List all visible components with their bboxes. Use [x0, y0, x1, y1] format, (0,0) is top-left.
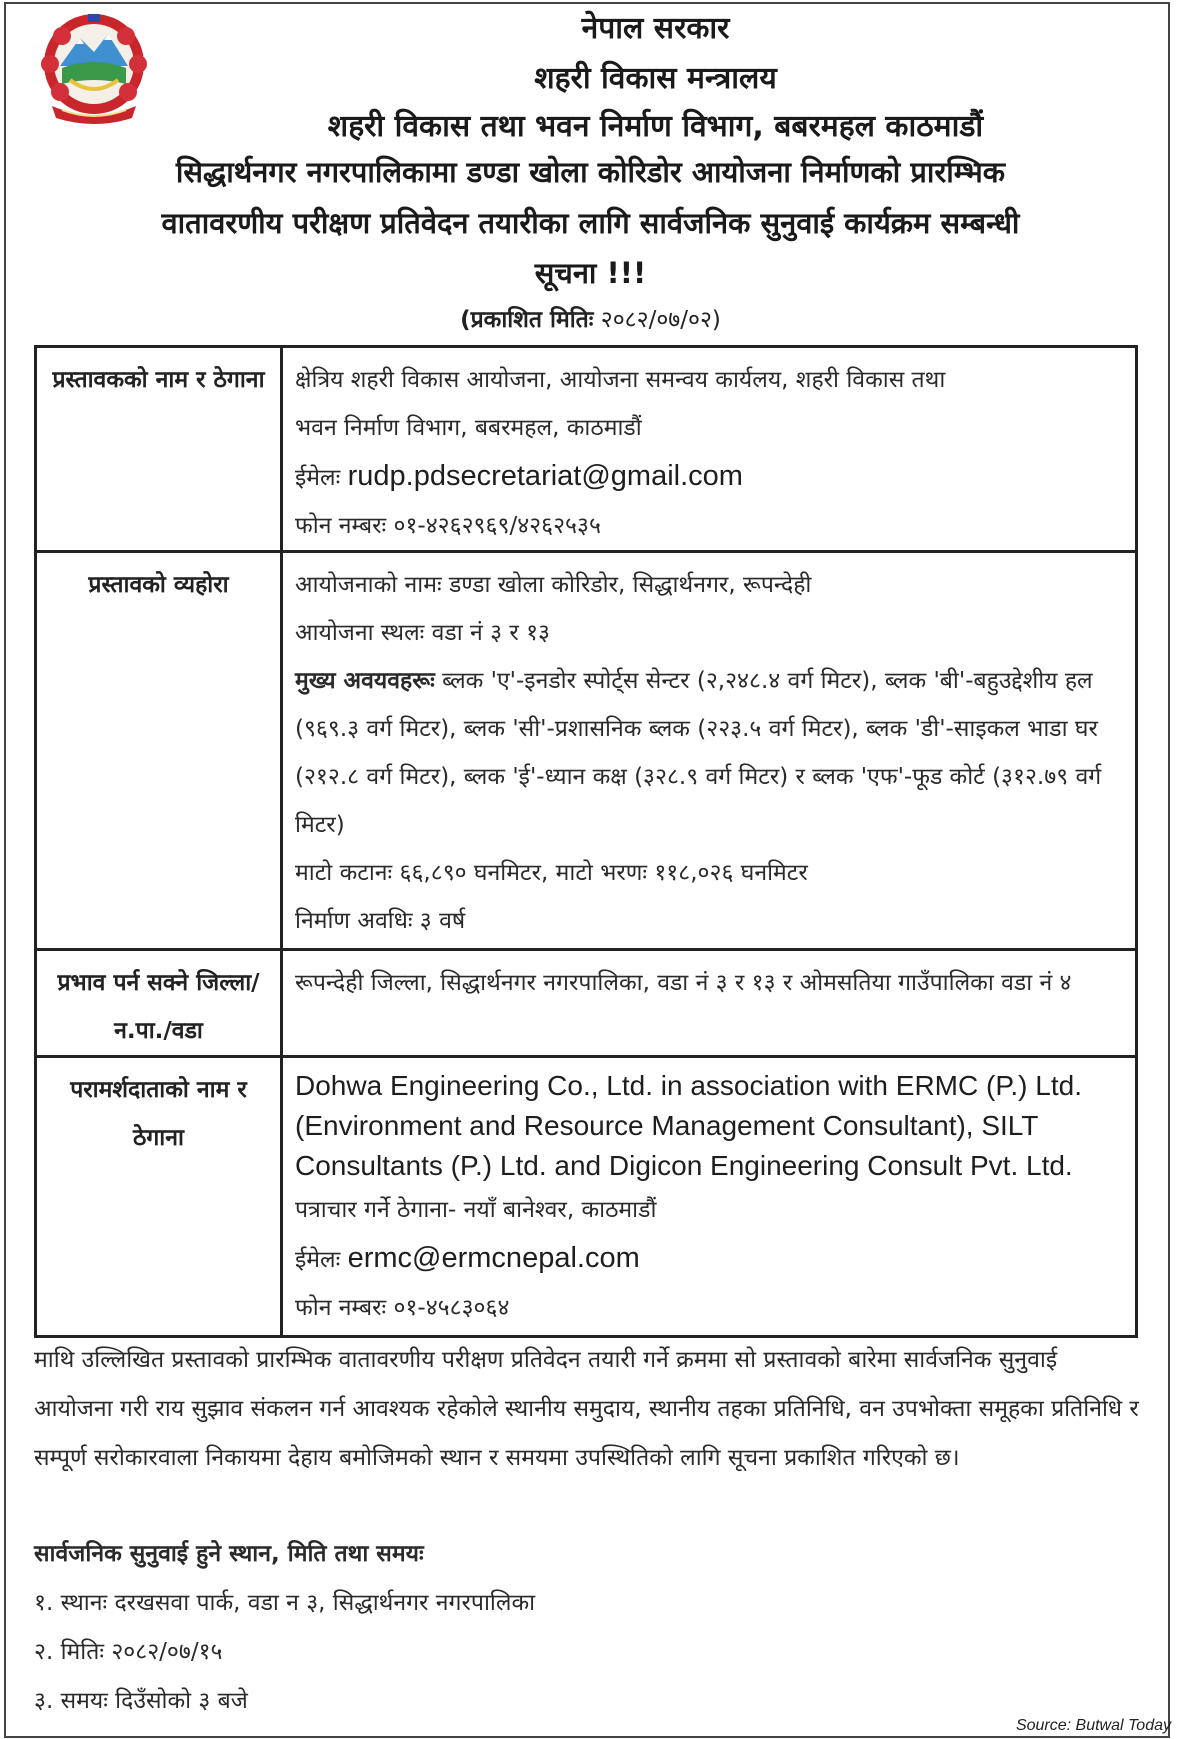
project-components — [295, 657, 1123, 849]
proponent-line1: क्षेत्रिय शहरी विकास आयोजना, आयोजना समन्वय कार्यलय, शहरी विकास तथा — [295, 367, 946, 393]
affected-text: रूपन्देही जिल्ला, सिद्धार्थनगर नगरपालिका, वडा नं ३ र १३ र ओमसतिया गाउँपालिका वडा नं ४ — [295, 970, 1072, 996]
proponent-phone: फोन नम्बरः ०१-४२६२९६९/४२६२५३५ — [295, 513, 601, 539]
proponent-email: rudp.pdsecretariat@gmail.com — [347, 460, 743, 492]
hearing-place: १. स्थानः दरखसवा पार्क, वडा न ३, सिद्धार्थनगर नगरपालिका — [34, 1590, 536, 1616]
hearing-title: सार्वजनिक सुनुवाई हुने स्थान, मिति तथा समयः — [34, 1541, 424, 1567]
proponent-email-label: ईमेलः — [295, 465, 341, 491]
hearing-time: ३. समयः दिउँसोको ३ बजे — [34, 1688, 248, 1714]
proponent-line2: भवन निर्माण विभाग, बबरमहल, काठमाडौं — [295, 415, 642, 441]
project-duration: निर्माण अवधिः ३ वर्ष — [295, 908, 466, 934]
published-label: (प्रकाशित मितिः — [460, 307, 594, 333]
nepal-emblem-icon — [32, 6, 156, 130]
consultant-line3: Consultants (P.) Ltd. and Digicon Engineering Consult Pvt. Ltd. — [295, 1150, 1073, 1181]
proposal-value — [282, 552, 1137, 950]
consultant-email: ermc@ermcnepal.com — [347, 1242, 640, 1274]
source-credit: Source: Butwal Today — [1015, 1717, 1171, 1734]
published-date-value: २०८२/०७/०२) — [600, 307, 721, 333]
published-date — [0, 302, 1181, 334]
notice-paragraph: माथि उल्लिखित प्रस्तावको प्रारम्भिक वातावरणीय परीक्षण प्रतिवेदन तयारी गर्ने क्रममा सो प्रस्तावको बारेमा सार्वजनिक सुनुवाई आयोजना गरी राय सुझाव संकलन गर्न आवश्यक रहेकोले स्थानीय समुदाय, स्थानीय तहका प्रतिनिधि, वन उपभोक्ता समूहका प्रतिनिधि र सम्पूर्ण सरोकारवाला निकायमा देहाय बमोजिमको स्थान र समयमा उपस्थितिको लागि सूचना प्रकाशित गरिएको छ। — [34, 1347, 1139, 1471]
notice-title-line3: सूचना !!! — [534, 256, 647, 290]
project-site: आयोजना स्थलः वडा नं ३ र १३ — [295, 620, 550, 646]
consultant-address: पत्राचार गर्ने ठेगाना- नयाँ बानेश्वर, काठमाडौं — [295, 1197, 657, 1223]
consultant-line2: (Environment and Resource Management Consultant), SILT — [295, 1110, 1039, 1141]
proponent-email-row — [295, 452, 1123, 502]
hearing-date: २. मितिः २०८२/०७/१५ — [34, 1639, 223, 1665]
consultant-phone: फोन नम्बरः ०१-४५८३०६४ — [295, 1295, 510, 1321]
proposal-label: प्रस्तावको व्यहोरा — [36, 552, 282, 950]
table-row-affected — [36, 950, 1137, 1057]
notice-table — [34, 345, 1138, 1338]
consultant-email-label: ईमेलः — [295, 1247, 341, 1273]
affected-label: प्रभाव पर्न सक्ने जिल्ला/न.पा./वडा — [36, 950, 282, 1057]
header-department: शहरी विकास तथा भवन निर्माण विभाग, बबरमहल काठमाडौं — [327, 109, 984, 144]
project-name: आयोजनाको नामः डण्डा खोला कोरिडोर, सिद्धार्थनगर, रूपन्देही — [295, 572, 812, 598]
table-row-proponent — [36, 347, 1137, 552]
proponent-label: प्रस्तावकको नाम र ठेगाना — [36, 347, 282, 552]
consultant-line1: Dohwa Engineering Co., Ltd. in association with ERMC (P.) Ltd. — [295, 1070, 1082, 1101]
notice-title-line2: वातावरणीय परीक्षण प्रतिवेदन तयारीका लागि सार्वजनिक सुनुवाई कार्यक्रम सम्बन्धी — [161, 206, 1020, 240]
project-earthwork: माटो कटानः ६६,८९० घनमिटर, माटो भरणः ११८,०२६ घनमिटर — [295, 860, 808, 886]
notice-title-line1: सिद्धार्थनगर नगरपालिकामा डण्डा खोला कोरिडोर आयोजना निर्माणको प्रारम्भिक — [175, 155, 1006, 189]
header-ministry: शहरी विकास मन्त्रालय — [534, 61, 777, 96]
consultant-value — [282, 1057, 1137, 1337]
table-row-proposal — [36, 552, 1137, 950]
header-government: नेपाल सरकार — [581, 11, 730, 46]
components-label: मुख्य अवयवहरूः — [295, 668, 435, 694]
table-row-consultant — [36, 1057, 1137, 1337]
components-text: ब्लक 'ए'-इनडोर स्पोर्ट्स सेन्टर (२,२४८.४ वर्ग मिटर), ब्लक 'बी'-बहुउद्देशीय हल (९६९.३ वर्ग मिटर), ब्लक 'सी'-प्रशासनिक ब्लक (२२३.५ वर्ग मिटर), ब्लक 'डी'-साइकल भाडा घर (२१२.८ वर्ग मिटर), ब्लक 'ई'-ध्यान कक्ष (३२८.९ वर्ग मिटर) र ब्लक 'एफ'-फूड कोर्ट (३१२.७९ वर्ग मिटर) — [295, 668, 1102, 838]
consultant-email-row — [295, 1234, 1123, 1284]
consultant-label: परामर्शदाताको नाम र ठेगाना — [36, 1057, 282, 1337]
affected-value — [282, 950, 1137, 1057]
proponent-value — [282, 347, 1137, 552]
